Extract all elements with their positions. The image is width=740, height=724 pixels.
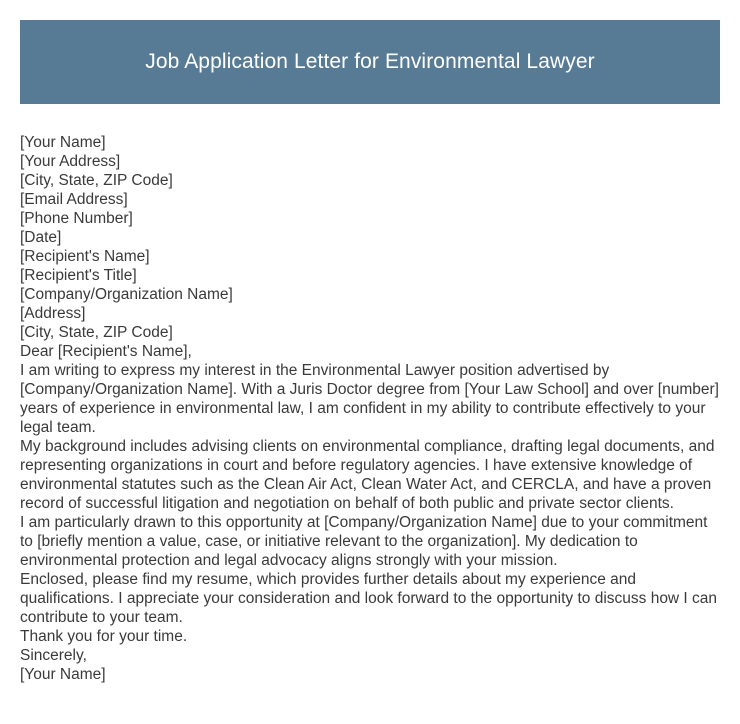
paragraph-closing: Enclosed, please find my resume, which provides further details about my experience and qualifications. I appreciate your consideration and look forward to the opportunity to discuss how I can contribute to your team. (20, 571, 718, 626)
page-title: Job Application Letter for Environmental Lawyer (145, 50, 595, 73)
title-banner (20, 20, 720, 104)
recipient-organization: [Company/Organization Name] (20, 286, 233, 303)
recipient-title: [Recipient's Title] (20, 267, 137, 284)
paragraph-intro: I am writing to express my interest in the Environmental Lawyer position advertised by [Company/Organization Name]. With a Juris Doctor degree from [Your Law School] and over [number] years of experience in environmental law, I am confident in my ability to contribute effectively to your legal team. (20, 362, 719, 436)
salutation: Dear [Recipient's Name], (20, 343, 192, 360)
letter-body (20, 133, 724, 684)
sender-phone: [Phone Number] (20, 210, 133, 227)
paragraph-motivation: I am particularly drawn to this opportunity at [Company/Organization Name] due to your commitment to [briefly mention a value, case, or initiative relevant to the organization]. My dedication to environmental protection and legal advocacy aligns strongly with your mission. (20, 514, 708, 569)
paragraph-background: My background includes advising clients on environmental compliance, drafting legal documents, and representing organizations in court and before regulatory agencies. I have extensive knowledge of environmental statutes such as the Clean Air Act, Clean Water Act, and CERCLA, and have a proven record of successful litigation and negotiation on behalf of both public and private sector clients. (20, 438, 715, 512)
closing-line: Sincerely, (20, 647, 87, 664)
sender-email: [Email Address] (20, 191, 128, 208)
recipient-name: [Recipient's Name] (20, 248, 150, 265)
thanks-line: Thank you for your time. (20, 628, 188, 645)
sender-name: [Your Name] (20, 134, 106, 151)
sender-address: [Your Address] (20, 153, 121, 170)
letter-date: [Date] (20, 229, 62, 246)
recipient-address: [Address] (20, 305, 86, 322)
sender-city-state-zip: [City, State, ZIP Code] (20, 172, 173, 189)
signature: [Your Name] (20, 666, 106, 683)
recipient-city-state-zip: [City, State, ZIP Code] (20, 324, 173, 341)
